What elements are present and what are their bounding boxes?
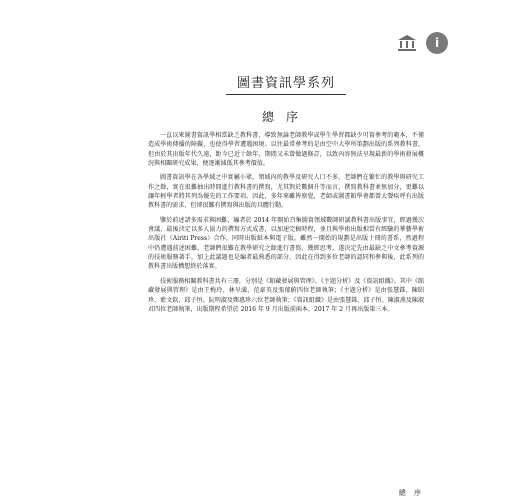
preface-body [148, 131, 424, 319]
library-button[interactable] [396, 32, 418, 54]
paragraph-2: 圖書資訊學在各學域之中實屬小眾，領域內的教學及研究人口不多，老師們在繁忙的教學與研究工作之餘，實在很難抽出時間進行教科書的撰寫，尤其對於數個升等而言，撰寫教科書並無加分，更難以讓年輕學者將其列為優先的工作要項。因此，多年來雖皆察覺，老師或圖書館學會都曾大聲疾呼有出版教科書的需求，但卻很難有撰寫與出版的具體行動。 [148, 174, 424, 210]
library-icon [397, 34, 417, 52]
series-title: 圖書資訊學系列 [236, 76, 335, 91]
info-button[interactable] [426, 32, 448, 54]
paragraph-1: 一直以來圖書資訊學相當缺乏教科書，導致無論老師教學或學生學習都缺少可資參考的範本，不僅造成學術傳播的障礙，也使得學習遭遇困境。以往最常參考的是由空中大學所策劃出版的系列教科書，但由於其出版年代久遠，距今已近十餘年，期間又未曾做過修訂，以致內容無法呈現最新的學術發展概況與相關研究成果，便逐漸減低其參考價值。 [148, 132, 424, 168]
viewer-toolbar [396, 32, 448, 54]
page-footer: 總 序 [398, 489, 424, 497]
paragraph-4: 技術服務相關教科書共有三冊，分別是《館藏發展與管理》、《主題分析》及《資訊組織》。其中《館藏發展與管理》是由王梅玲、林呈潢、范豪英及張郁蔚四位老師執筆；《主題分析》是由張慧銖、陳昭珍、藍文欽、邱子恒、阮明淑及鄭惠珍六位老師執筆；《資訊組織》是由張慧銖、邱子恒、陳淑燕及陳淑君四位老師執筆，出版期程希望於 2016 年 9 月出版前兩本，2017 年 2 月再出版第三本。 [148, 277, 424, 313]
paragraph-3: 鑒於前述諸多需求與困難，編者於 2014 年開始召集圖資領域數師研議教科書出版事宜，經過幾次會議，最後決定以多人協力的撰寫方式成書，以加速完稿時程，並且與學術出版相當有經驗的華藝學術出版社（Airiti Press）合作，同時出版紙本與電子版。雖然一開始的規劃是出版十冊的書系，然過程中仍遭遇前述困難，老師們很難在教學研究之餘進行書寫，幾經思考，遂決定先由最缺乏中文參考資源的技術服務著手，加上此議題也是編者最熟悉的部分，因此在得到多位老師的認同和參與後，此系列的教科書出版構想終於落實。 [148, 216, 424, 271]
book-page [148, 55, 424, 500]
preface-title: 總序 [261, 110, 310, 124]
info-icon: i [434, 36, 440, 50]
title-divider [226, 94, 346, 95]
